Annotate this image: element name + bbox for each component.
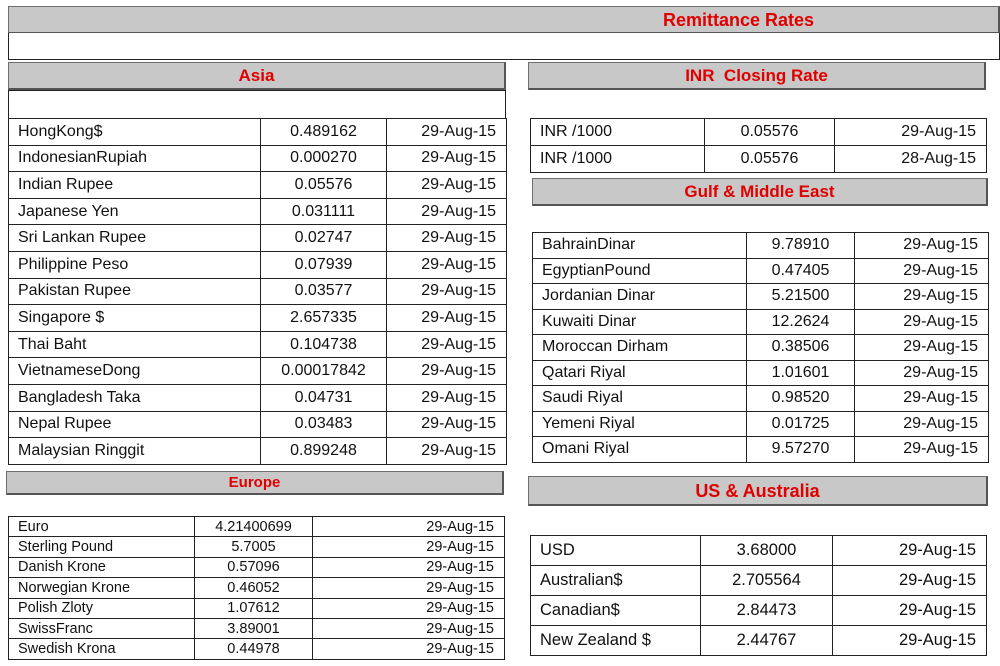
table-row	[9, 411, 507, 438]
currency-name: INR /1000	[531, 146, 705, 173]
rate-value: 5.21500	[747, 284, 855, 310]
asia-heading-bar	[8, 62, 506, 90]
rate-value: 2.84473	[701, 596, 833, 626]
rate-value: 0.00017842	[261, 358, 387, 385]
currency-name: VietnameseDong	[9, 358, 261, 385]
rate-value: 0.05576	[705, 119, 835, 146]
rate-date: 29-Aug-15	[387, 198, 507, 225]
asia-spacer	[8, 90, 506, 118]
currency-name: Polish Zloty	[9, 598, 195, 618]
gulf-table	[532, 232, 989, 463]
rate-value: 0.05576	[705, 146, 835, 173]
rate-date: 28-Aug-15	[835, 146, 987, 173]
asia-table	[8, 118, 507, 465]
table-row	[9, 119, 507, 146]
table-row	[533, 233, 989, 259]
currency-name: Australian$	[531, 566, 701, 596]
currency-name: HongKong$	[9, 119, 261, 146]
rate-date: 29-Aug-15	[387, 251, 507, 278]
rate-date: 29-Aug-15	[387, 278, 507, 305]
currency-name: Thai Baht	[9, 331, 261, 358]
table-row	[533, 309, 989, 335]
rate-value: 0.899248	[261, 438, 387, 465]
table-row	[531, 119, 987, 146]
rate-date: 29-Aug-15	[833, 566, 987, 596]
rate-date: 29-Aug-15	[387, 384, 507, 411]
rate-date: 29-Aug-15	[387, 438, 507, 465]
rate-value: 0.47405	[747, 258, 855, 284]
rate-value: 0.01725	[747, 411, 855, 437]
rate-date: 29-Aug-15	[855, 386, 989, 412]
table-row	[9, 278, 507, 305]
rate-date: 29-Aug-15	[387, 305, 507, 332]
table-row	[9, 145, 507, 172]
page-title: Remittance Rates	[662, 10, 815, 30]
currency-name: INR /1000	[531, 119, 705, 146]
rate-value: 1.01601	[747, 360, 855, 386]
table-row	[9, 331, 507, 358]
currency-name: Norwegian Krone	[9, 578, 195, 598]
rate-value: 9.57270	[747, 437, 855, 463]
rate-date: 29-Aug-15	[313, 618, 505, 638]
table-row	[533, 386, 989, 412]
rate-value: 0.104738	[261, 331, 387, 358]
table-row	[9, 557, 505, 577]
rate-value: 2.657335	[261, 305, 387, 332]
rate-value: 0.46052	[195, 578, 313, 598]
rate-date: 29-Aug-15	[855, 411, 989, 437]
rate-date: 29-Aug-15	[313, 557, 505, 577]
rate-date: 29-Aug-15	[313, 578, 505, 598]
currency-name: Philippine Peso	[9, 251, 261, 278]
rate-value: 0.02747	[261, 225, 387, 252]
currency-name: Sri Lankan Rupee	[9, 225, 261, 252]
asia-heading: Asia	[238, 66, 275, 85]
rate-value: 0.03577	[261, 278, 387, 305]
table-row	[9, 598, 505, 618]
rate-date: 29-Aug-15	[387, 172, 507, 199]
title-bar	[8, 6, 1000, 34]
rate-date: 29-Aug-15	[387, 225, 507, 252]
currency-name: Danish Krone	[9, 557, 195, 577]
table-row	[531, 566, 987, 596]
table-row	[9, 384, 507, 411]
rate-date: 29-Aug-15	[833, 536, 987, 566]
inr-heading-bar	[528, 62, 986, 90]
currency-name: EgyptianPound	[533, 258, 747, 284]
rate-value: 1.07612	[195, 598, 313, 618]
rate-value: 0.98520	[747, 386, 855, 412]
rate-date: 29-Aug-15	[387, 145, 507, 172]
rate-value: 0.489162	[261, 119, 387, 146]
table-row	[9, 537, 505, 557]
table-row	[9, 172, 507, 199]
currency-name: Malaysian Ringgit	[9, 438, 261, 465]
rate-date: 29-Aug-15	[835, 119, 987, 146]
rate-value: 2.705564	[701, 566, 833, 596]
inr-table	[530, 118, 987, 173]
table-row	[9, 578, 505, 598]
rate-value: 0.05576	[261, 172, 387, 199]
table-row	[533, 437, 989, 463]
currency-name: Canadian$	[531, 596, 701, 626]
gulf-heading: Gulf & Middle East	[684, 182, 835, 201]
europe-table	[8, 516, 505, 660]
currency-name: Saudi Riyal	[533, 386, 747, 412]
table-row	[9, 305, 507, 332]
rate-date: 29-Aug-15	[855, 284, 989, 310]
rate-value: 0.57096	[195, 557, 313, 577]
currency-name: IndonesianRupiah	[9, 145, 261, 172]
currency-name: Kuwaiti Dinar	[533, 309, 747, 335]
rate-value: 0.03483	[261, 411, 387, 438]
table-row	[531, 146, 987, 173]
currency-name: BahrainDinar	[533, 233, 747, 259]
currency-name: Swedish Krona	[9, 639, 195, 659]
rate-value: 0.04731	[261, 384, 387, 411]
rate-date: 29-Aug-15	[855, 258, 989, 284]
us-aus-table	[530, 535, 987, 656]
table-row	[9, 251, 507, 278]
title-spacer	[8, 33, 1000, 60]
rate-date: 29-Aug-15	[833, 626, 987, 656]
table-row	[9, 198, 507, 225]
rate-value: 3.89001	[195, 618, 313, 638]
rate-date: 29-Aug-15	[833, 596, 987, 626]
currency-name: Bangladesh Taka	[9, 384, 261, 411]
rate-date: 29-Aug-15	[855, 233, 989, 259]
table-row	[9, 639, 505, 659]
rate-value: 3.68000	[701, 536, 833, 566]
currency-name: Nepal Rupee	[9, 411, 261, 438]
currency-name: Euro	[9, 517, 195, 537]
table-row	[533, 335, 989, 361]
rate-value: 0.07939	[261, 251, 387, 278]
rate-date: 29-Aug-15	[313, 517, 505, 537]
rate-value: 2.44767	[701, 626, 833, 656]
table-row	[531, 536, 987, 566]
rate-value: 0.000270	[261, 145, 387, 172]
currency-name: SwissFranc	[9, 618, 195, 638]
rate-date: 29-Aug-15	[387, 358, 507, 385]
rate-date: 29-Aug-15	[387, 331, 507, 358]
table-row	[9, 225, 507, 252]
currency-name: Qatari Riyal	[533, 360, 747, 386]
currency-name: Yemeni Riyal	[533, 411, 747, 437]
currency-name: Japanese Yen	[9, 198, 261, 225]
table-row	[533, 411, 989, 437]
table-row	[9, 438, 507, 465]
europe-heading-bar	[6, 471, 504, 495]
europe-heading: Europe	[228, 474, 281, 491]
currency-name: Jordanian Dinar	[533, 284, 747, 310]
rate-value: 0.38506	[747, 335, 855, 361]
rate-date: 29-Aug-15	[313, 639, 505, 659]
us-aus-heading-bar	[528, 476, 988, 506]
rate-value: 5.7005	[195, 537, 313, 557]
inr-heading: INR Closing Rate	[685, 66, 828, 85]
rate-date: 29-Aug-15	[855, 360, 989, 386]
currency-name: Indian Rupee	[9, 172, 261, 199]
rate-value: 0.44978	[195, 639, 313, 659]
table-row	[533, 258, 989, 284]
table-row	[533, 284, 989, 310]
currency-name: Sterling Pound	[9, 537, 195, 557]
currency-name: Singapore $	[9, 305, 261, 332]
us-aus-heading: US & Australia	[695, 481, 820, 501]
rate-date: 29-Aug-15	[313, 537, 505, 557]
table-row	[9, 517, 505, 537]
rate-date: 29-Aug-15	[855, 309, 989, 335]
table-row	[533, 360, 989, 386]
table-row	[531, 596, 987, 626]
table-row	[9, 358, 507, 385]
table-row	[531, 626, 987, 656]
currency-name: USD	[531, 536, 701, 566]
currency-name: Pakistan Rupee	[9, 278, 261, 305]
rate-value: 0.031111	[261, 198, 387, 225]
rate-date: 29-Aug-15	[387, 119, 507, 146]
rate-value: 4.21400699	[195, 517, 313, 537]
rate-value: 12.2624	[747, 309, 855, 335]
gulf-heading-bar	[532, 178, 988, 206]
rate-date: 29-Aug-15	[387, 411, 507, 438]
rate-date: 29-Aug-15	[313, 598, 505, 618]
rate-date: 29-Aug-15	[855, 335, 989, 361]
currency-name: Omani Riyal	[533, 437, 747, 463]
table-row	[9, 618, 505, 638]
currency-name: Moroccan Dirham	[533, 335, 747, 361]
rate-value: 9.78910	[747, 233, 855, 259]
currency-name: New Zealand $	[531, 626, 701, 656]
rate-date: 29-Aug-15	[855, 437, 989, 463]
